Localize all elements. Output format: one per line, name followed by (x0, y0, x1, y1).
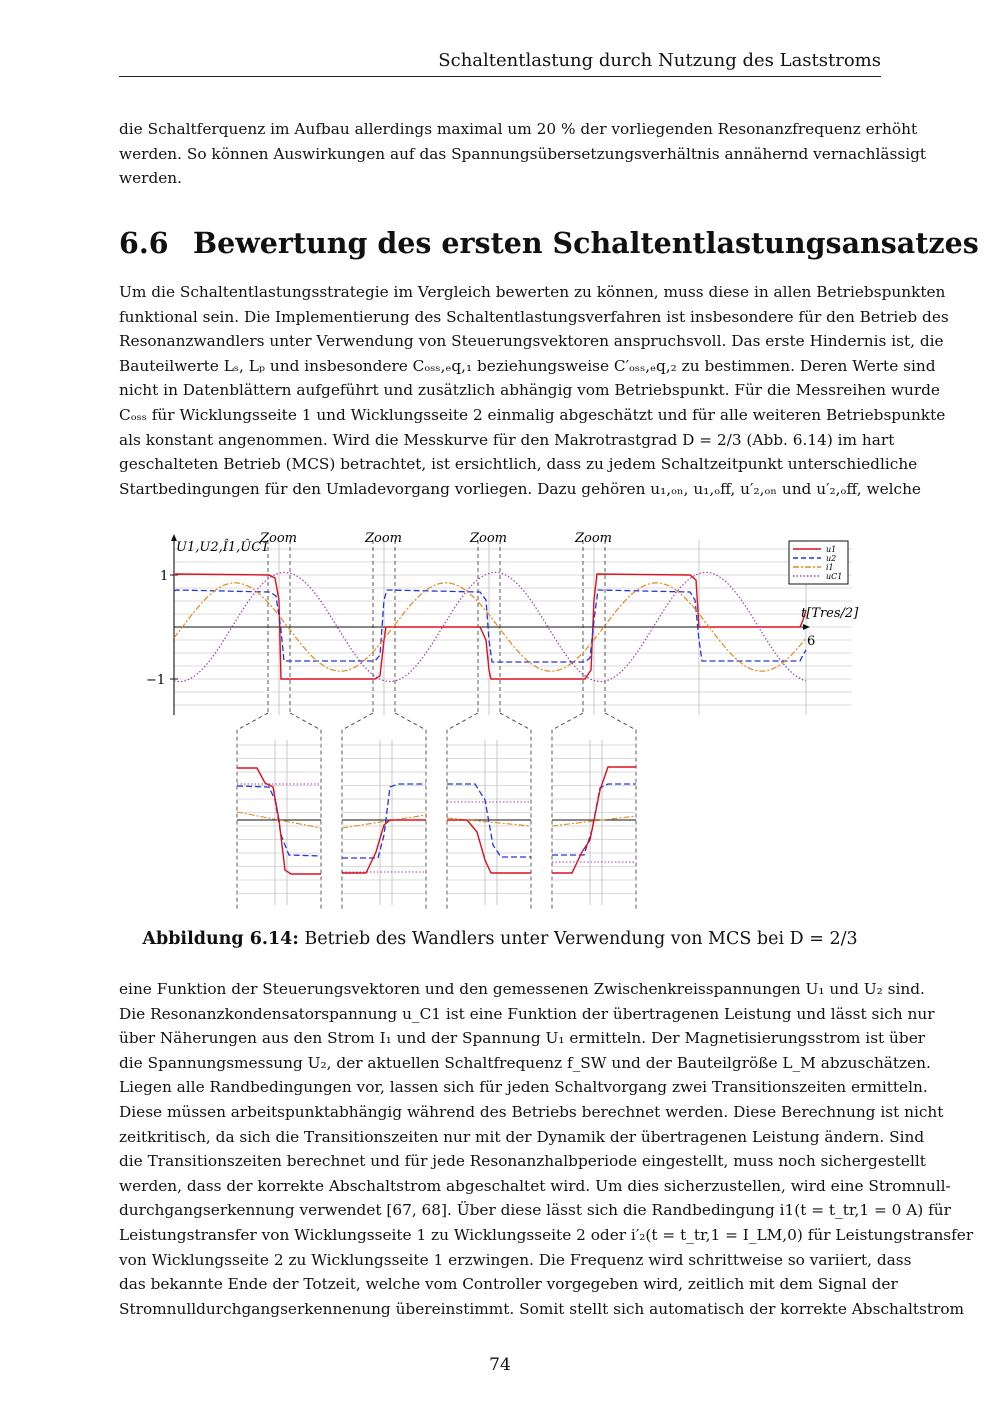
text-line: Stromnulldurchgangserkennenung übereinstimmt. Somit stellt sich automatisch der korrekte Abschaltstrom (119, 1299, 965, 1318)
text-line: Um die Schaltentlastungsstrategie im Vergleich bewerten zu können, muss diese in allen Betriebspunkten (119, 283, 946, 301)
x-axis-arrow (803, 624, 810, 630)
text-line: Cₒₛₛ für Wicklungsseite 1 und Wicklungsseite 2 einmalig abgeschätzt und für alle weiteren Betriebspunkte (119, 405, 946, 424)
body-paragraph-2 (119, 977, 974, 1321)
text-line: Leistungstransfer von Wicklungsseite 1 zu Wicklungsseite 2 oder i′₂(t = t_tr,1 = I_LM,0) für Leistungstransfer (119, 1225, 974, 1244)
legend-label-i1: i1 (826, 563, 834, 572)
text-line: Die Resonanzkondensatorspannung u_C1 ist eine Funktion der übertragenen Leistung und lässt sich nur (119, 1004, 935, 1023)
caption-text: Betrieb des Wandlers unter Verwendung von MCS bei D = 2/3 (304, 929, 858, 949)
figure-caption (0, 929, 1000, 949)
zoom-panel (342, 740, 426, 905)
zoom-connector (605, 713, 636, 910)
text-line: Resonanzwandlers unter Verwendung von Steuerungsvektoren anspruchsvoll. Das erste Hindernis ist, die (119, 332, 944, 351)
zoom-label: Zoom (365, 531, 403, 546)
zoom-series-u1 (447, 820, 531, 873)
y-tick-label: −1 (146, 673, 166, 688)
page-number: 74 (489, 1355, 511, 1375)
text-line: die Schaltferquenz im Aufbau allerdings maximal um 20 % der vorliegenden Resonanzfrequenz erhöht (119, 120, 918, 138)
text-line: Liegen alle Randbedingungen vor, lassen sich für jeden Schaltvorgang zwei Transitionszeiten ermitteln. (119, 1078, 928, 1097)
y-axis-label: U1,U2,Î1,ÛC1 (176, 540, 270, 555)
text-line: Bauteilwerte Lₛ, Lₚ und insbesondere Cₒₛₛ,ₑq,₁ beziehungsweise C′ₒₛₛ,ₑq,₂ zu bestimmen. Deren Werte sind (119, 356, 936, 375)
x-axis-label: t[Tres/2] (801, 606, 859, 621)
legend-label-u1: u1 (826, 545, 837, 554)
zoom-connector (290, 713, 321, 910)
zoom-series-u2 (342, 784, 426, 858)
zoom-connector (237, 713, 268, 910)
text-line: eine Funktion der Steuerungsvektoren und den gemessenen Zwischenkreisspannungen U₁ und U₂ sind. (119, 980, 925, 998)
text-line: geschalteten Betrieb (MCS) betrachtet, ist ersichtlich, dass zu jedem Schaltzeitpunkt unterschiedliche (119, 455, 918, 474)
y-tick-label: 1 (160, 569, 169, 584)
zoom-panel (237, 740, 321, 905)
zoom-panels (237, 740, 636, 905)
text-line: funktional sein. Die Implementierung des Schaltentlastungsverfahren ist insbesondere für den Betrieb des (119, 307, 949, 326)
text-line: zeitkritisch, da sich die Transitionszeiten nur mit der Dynamik der übertragenen Leistung ändern. Sind (119, 1127, 925, 1146)
zoom-connector (500, 713, 531, 910)
text-line: werden. (119, 169, 183, 188)
zoom-panel (447, 740, 531, 905)
text-line: nicht in Datenblättern aufgeführt und zusätzlich abhängig vom Betriebspunkt. Für die Messreihen wurde (119, 381, 940, 400)
zoom-label: Zoom (260, 531, 298, 546)
text-line: über Näherungen aus den Strom I₁ und der Spannung U₁ ermitteln. Der Magnetisierungsstrom ist über (119, 1029, 926, 1048)
text-line: werden, dass der korrekte Abschaltstrom abgeschaltet wird. Um dies sicherzustellen, wird eine Stromnull- (119, 1176, 951, 1195)
legend-label-u2: u2 (826, 554, 837, 563)
text-line: Diese müssen arbeitspunktabhängig während des Betriebs berechnet werden. Diese Berechnung ist nicht (119, 1102, 944, 1121)
plot-axes (170, 534, 810, 715)
text-line: als konstant angenommen. Wird die Messkurve für den Makrotrastgrad D = 2/3 (Abb. 6.14) im hart (119, 430, 895, 449)
legend (789, 541, 848, 584)
section-title: Bewertung des ersten Schaltentlastungsansatzes (193, 226, 979, 260)
text-line: werden. So können Auswirkungen auf das Spannungsübersetzungsverhältnis annähernd vernachlässigt (119, 144, 927, 163)
zoom-label: Zoom (575, 531, 613, 546)
caption-label: Abbildung 6.14: (142, 929, 299, 949)
zoom-connector (342, 713, 373, 910)
text-line: Startbedingungen für den Umladevorgang vorliegen. Dazu gehören u₁,ₒₙ, u₁,ₒff, u′₂,ₒₙ und u′₂,ₒff, welche (119, 479, 921, 498)
x-tick-label: 6 (807, 634, 816, 649)
text-line: das bekannte Ende der Totzeit, welche vom Controller vorgegeben wird, zeitlich mit dem Signal der (119, 1275, 898, 1294)
text-line: die Transitionszeiten berechnet und für jede Resonanzhalbperiode eingestellt, muss noch sichergestellt (119, 1152, 926, 1171)
zoom-series-u1 (342, 820, 426, 873)
legend-label-uc1: uC1 (826, 572, 843, 581)
zoom-connector (395, 713, 426, 910)
zoom-label: Zoom (470, 531, 508, 546)
text-line: von Wicklungsseite 2 zu Wicklungsseite 1 erzwingen. Die Frequenz wird schrittweise so variiert, dass (119, 1250, 912, 1269)
zoom-connector (552, 713, 583, 910)
text-line: die Spannungsmessung U₂, der aktuellen Schaltfrequenz f_SW und der Bauteilgröße L_M abzuschätzen. (119, 1053, 931, 1072)
zoom-panel (552, 740, 636, 905)
section-number: 6.6 (119, 226, 169, 260)
text-line: durchgangserkennung verwendet [67, 68]. Über diese lässt sich die Randbedingung i1(t = t_tr,1 = 0 A) für (119, 1201, 951, 1220)
zoom-guides (237, 540, 636, 910)
running-title: Schaltentlastung durch Nutzung des Laststroms (438, 50, 881, 71)
zoom-connector (447, 713, 478, 910)
